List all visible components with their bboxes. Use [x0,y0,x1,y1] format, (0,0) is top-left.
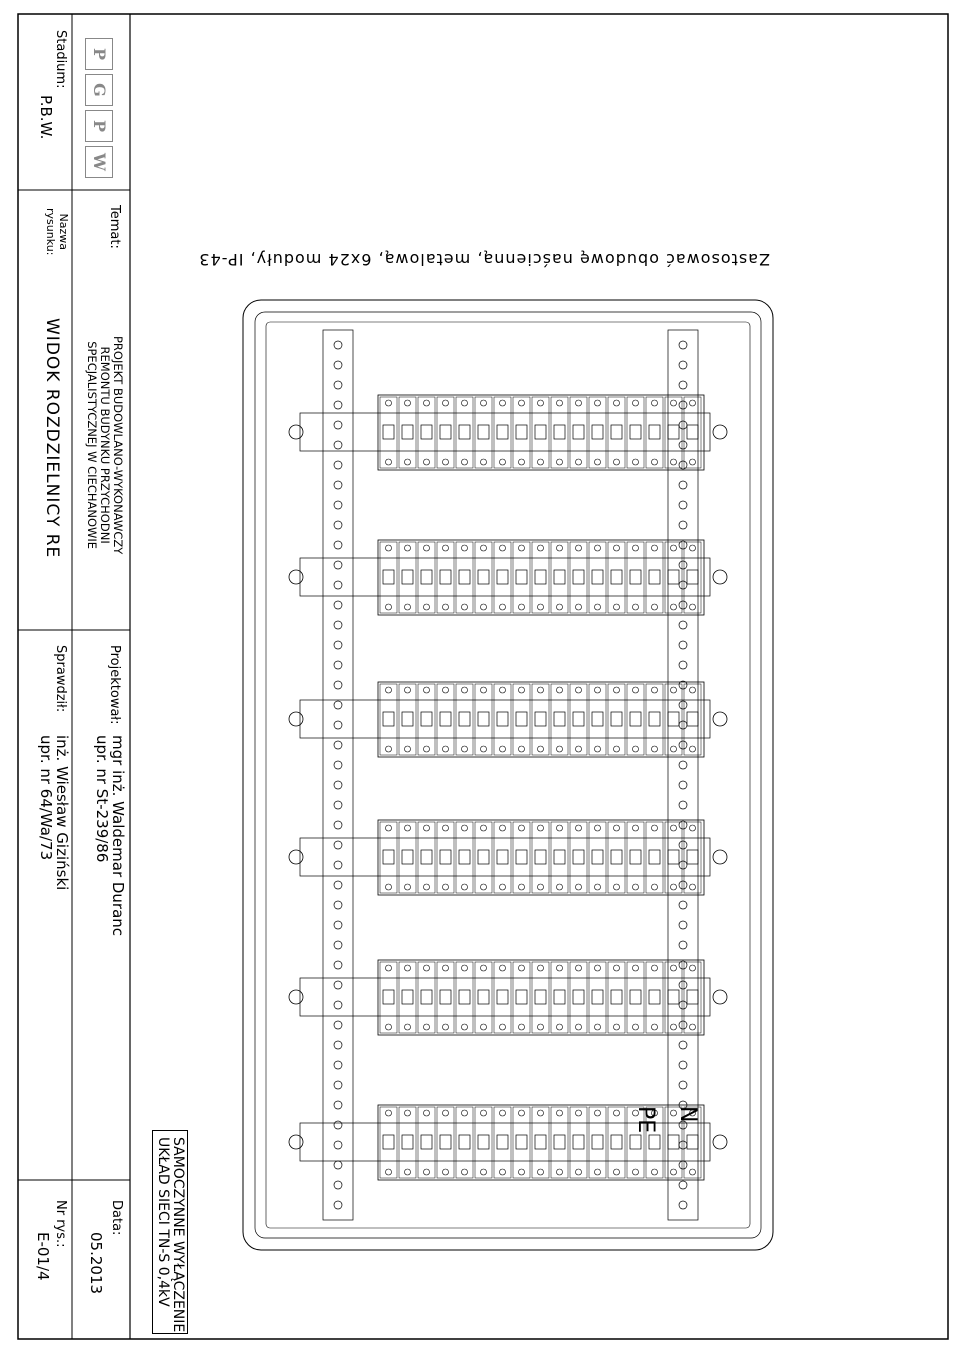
modular-device [475,822,492,893]
modular-device [532,822,549,893]
modular-device [532,1107,549,1178]
mounting-hole [334,341,342,349]
temat-label: Temat: [107,205,122,249]
data-value: 05.2013 [87,1232,105,1295]
mounting-hole [679,581,687,589]
mounting-hole [334,581,342,589]
modular-device [627,397,644,468]
mounting-hole [334,361,342,369]
modular-device [684,962,701,1033]
din-rail-row [289,1105,727,1180]
modular-device [665,822,682,893]
mounting-hole [334,561,342,569]
mounting-hole [679,641,687,649]
modular-device [665,542,682,613]
mounting-hole [679,1201,687,1209]
mounting-hole [334,1141,342,1149]
modular-device [570,542,587,613]
modular-device [532,542,549,613]
modular-device [570,1107,587,1178]
modular-device [399,684,416,755]
modular-device [646,397,663,468]
mounting-hole [334,461,342,469]
modular-device [418,962,435,1033]
mounting-hole [334,801,342,809]
mounting-hole [334,1181,342,1189]
modular-device [437,822,454,893]
logo-letter-p2: P [85,110,113,142]
mounting-hole [679,481,687,489]
modular-device [589,822,606,893]
mounting-hole [679,541,687,549]
mounting-hole [334,481,342,489]
mounting-hole [334,1161,342,1169]
modular-device [380,962,397,1033]
modular-device [608,1107,625,1178]
mounting-hole [679,561,687,569]
mounting-hole [334,881,342,889]
modular-device [589,684,606,755]
modular-device [380,684,397,755]
mounting-hole [334,861,342,869]
logo-pgpw [83,40,121,176]
modular-device [532,397,549,468]
mounting-hole [334,381,342,389]
mounting-hole [334,1121,342,1129]
modular-device [418,684,435,755]
modular-device [494,542,511,613]
designer [94,735,126,936]
modular-device [456,397,473,468]
modular-device [494,962,511,1033]
modular-device [532,962,549,1033]
modular-device [684,822,701,893]
stadium-value: P.B.W. [37,95,55,140]
modular-device [437,542,454,613]
modular-device [513,542,530,613]
mounting-holes [334,341,687,1209]
mounting-hole [679,881,687,889]
din-rail-row [289,395,727,470]
modular-device [418,1107,435,1178]
mounting-hole [334,821,342,829]
mounting-hole [679,721,687,729]
modular-device [475,397,492,468]
modular-device [437,962,454,1033]
mounting-hole [334,1061,342,1069]
checker-license: upr. nr 64/Wa/73 [37,735,55,861]
modular-device [570,397,587,468]
mounting-hole [679,821,687,829]
modular-device [665,962,682,1033]
mounting-hole [679,1001,687,1009]
modular-device [399,822,416,893]
mounting-hole [334,1041,342,1049]
designer-name: mgr inż. Waldemar Duranc [109,735,127,937]
checker-name: inż. Wiesław Giziński [53,735,71,891]
modular-device [513,1107,530,1178]
mounting-hole [679,661,687,669]
modular-device [437,1107,454,1178]
modular-device [551,1107,568,1178]
mounting-hole [679,761,687,769]
modular-device [437,397,454,468]
modular-device [494,822,511,893]
mounting-hole [679,601,687,609]
mounting-hole [334,1081,342,1089]
mounting-hole [334,981,342,989]
modular-device [456,542,473,613]
mounting-hole [334,941,342,949]
modular-device [380,1107,397,1178]
mounting-hole [334,761,342,769]
mounting-hole [334,901,342,909]
designer-license: upr. nr St-239/86 [93,735,111,863]
mounting-hole [679,461,687,469]
mounting-hole [679,861,687,869]
protection-line-1: SAMOCZYNNE WYŁĄCZENIE [170,1137,186,1333]
mounting-hole [334,401,342,409]
pe-bus-label: PE [633,1106,658,1134]
mounting-hole [334,681,342,689]
mounting-hole [679,621,687,629]
modular-device [494,1107,511,1178]
modular-device [399,962,416,1033]
modular-device [570,962,587,1033]
projektowal-label: Projektował: [107,645,122,725]
checker [38,735,70,890]
din-rail-row [289,960,727,1035]
modular-device [437,684,454,755]
mounting-hole [679,741,687,749]
mounting-hole [679,501,687,509]
mounting-hole [679,941,687,949]
modular-device [380,822,397,893]
modular-device [608,542,625,613]
mounting-hole [334,521,342,529]
mounting-hole [679,701,687,709]
modular-device [608,684,625,755]
logo-letter-w: W [85,146,113,178]
mounting-hole [334,1201,342,1209]
mounting-hole [334,1101,342,1109]
mounting-hole [679,361,687,369]
modular-device [494,684,511,755]
modular-device [627,962,644,1033]
modular-device [627,822,644,893]
drawing-name: WIDOK ROZDZIELNICY RE [42,318,62,559]
mounting-hole [334,601,342,609]
modular-device [627,542,644,613]
modular-device [475,1107,492,1178]
mounting-hole [334,721,342,729]
mounting-hole [679,1161,687,1169]
mounting-hole [334,641,342,649]
modular-device [418,542,435,613]
mounting-hole [334,421,342,429]
protection-line-2: UKŁAD SIECI TN-S 0,4kV [155,1137,171,1307]
din-rail-row [289,540,727,615]
modular-device [646,822,663,893]
modular-device [551,962,568,1033]
modular-device [475,542,492,613]
modular-device [418,397,435,468]
mounting-hole [679,1021,687,1029]
modular-device [589,397,606,468]
n-bus-label: N [675,1106,700,1123]
modular-device [608,822,625,893]
mounting-hole [679,981,687,989]
modular-device [570,684,587,755]
mounting-hole [679,381,687,389]
modular-device [646,962,663,1033]
logo-letter-p1: P [85,38,113,70]
nr-label: Nr rys.: [53,1200,68,1248]
din-rail-row [289,820,727,895]
mounting-hole [679,781,687,789]
modular-device [513,822,530,893]
logo-letter-g: G [85,74,113,106]
modular-device [532,684,549,755]
modular-device [399,1107,416,1178]
nr-value: E-01/4 [34,1232,52,1281]
modular-device [494,397,511,468]
mounting-hole [679,421,687,429]
modular-device [456,962,473,1033]
modular-device [513,397,530,468]
mounting-hole [679,401,687,409]
modular-device [399,397,416,468]
modular-device [551,684,568,755]
mounting-hole [334,501,342,509]
mounting-hole [334,841,342,849]
nazwa-label: Nazwa rysunku: [44,208,70,256]
modular-device [399,542,416,613]
modular-device [646,542,663,613]
mounting-hole [679,1181,687,1189]
modular-device [684,397,701,468]
mounting-hole [679,921,687,929]
mounting-hole [679,341,687,349]
mounting-hole [679,961,687,969]
mounting-hole [334,1021,342,1029]
stadium-label: Stadium: [53,30,68,89]
modular-device [684,684,701,755]
modular-device [589,962,606,1033]
modular-device [665,397,682,468]
modular-device [513,962,530,1033]
modular-device [627,684,644,755]
mounting-hole [334,661,342,669]
mounting-hole [679,841,687,849]
modular-device [570,822,587,893]
modular-device [475,962,492,1033]
sprawdzil-label: Sprawdził: [53,645,68,713]
mounting-hole [679,1081,687,1089]
modular-device [608,962,625,1033]
mounting-hole [334,541,342,549]
modular-device [418,822,435,893]
mounting-hole [679,1041,687,1049]
mounting-hole [334,741,342,749]
mounting-hole [334,1001,342,1009]
din-rails [289,395,727,1180]
mounting-hole [679,1061,687,1069]
mounting-hole [679,901,687,909]
modular-device [475,684,492,755]
modular-device [456,822,473,893]
mounting-hole [334,621,342,629]
modular-device [684,542,701,613]
mounting-hole [334,781,342,789]
modular-device [456,1107,473,1178]
mounting-hole [334,961,342,969]
modular-device [608,397,625,468]
mounting-hole [679,801,687,809]
modular-device [456,684,473,755]
mounting-hole [334,701,342,709]
temat-value: PROJEKT BUDOWLANO-WYKONAWCZY REMONTU BUDYNKU PRZYCHODNI SPECJALISTYCZNEJ W CIECHANOWIE [85,336,125,555]
din-rail-row [289,682,727,757]
modular-device [589,1107,606,1178]
modular-device [589,542,606,613]
protection-box [152,1130,188,1334]
modular-device [551,822,568,893]
mounting-hole [679,441,687,449]
modular-device [513,684,530,755]
mounting-hole [334,441,342,449]
data-label: Data: [109,1200,124,1236]
mounting-hole [679,521,687,529]
modular-device [380,397,397,468]
modular-device [646,684,663,755]
modular-device [665,684,682,755]
modular-device [551,542,568,613]
modular-device [551,397,568,468]
enclosure-note: Zastosować obudowę naścienną, metalową, 6x24 moduły, IP-43 [198,250,770,269]
modular-device [380,542,397,613]
mounting-hole [334,921,342,929]
mounting-hole [679,1141,687,1149]
